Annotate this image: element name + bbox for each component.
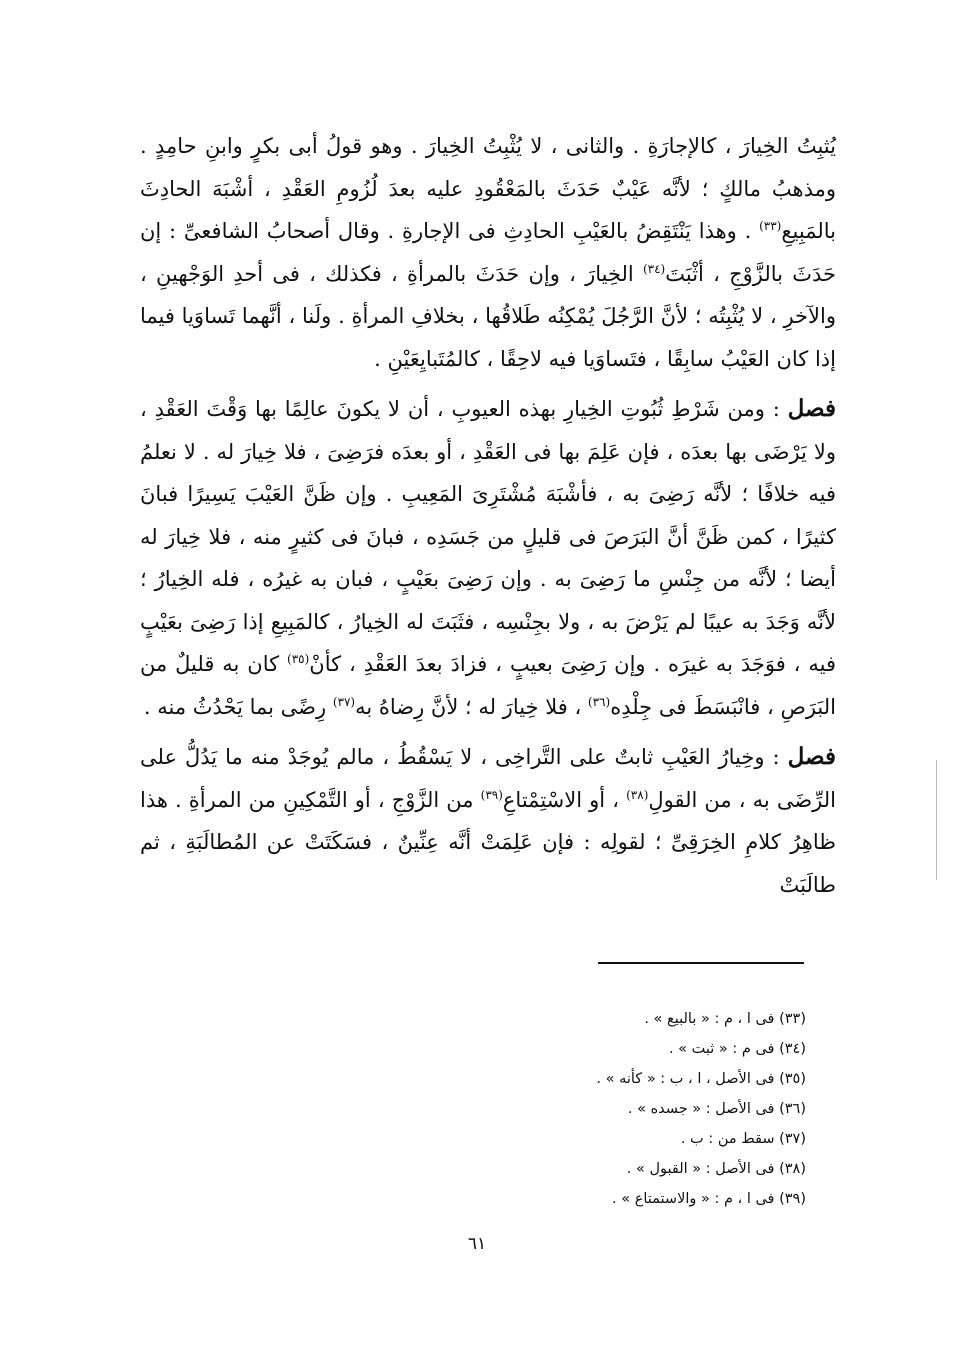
text-run: الخِيارَ ، وإن حَدَثَ بالمرأةِ ، فكذلك ، فى أحدِ الوَجْهينِ ، والآخرِ ، لا يُثْبِتُه ؛ لأنَّ الرَّجُلَ يُمْكِنُه طَلاقُها ، بخلافِ المرأةِ . ولَنا ، أنَّهما تَساوَيا فيما إذا كان العَيْبُ سابِقًا ، فتَساوَيا فيه لاحِقًا ، كالمُتَبايِعَيْنِ .	[140, 261, 836, 371]
text-run: من الزَّوْجِ ، أو التَّمْكِينِ من المرأةِ . هذا ظاهِرُ كلامِ الخِرَقِىِّ ؛ لقولِه : فإن عَلِمَتْ أنَّه عِنِّينٌ ، فسَكَتَتْ عن المُطالَبَةِ ، ثم طالَبَتْ	[140, 787, 836, 897]
page-number: ٦١	[467, 1234, 487, 1254]
footnote-separator	[598, 962, 804, 964]
footnote-ref: (٣٨)	[626, 787, 649, 802]
text-run: كان به قليلٌ من البَرَصِ ، فانْبَسَطَ فى جِلْدِه	[140, 652, 836, 719]
text-run: يُثبِتُ الخِيارَ ، كالإجارَةِ . والثانى ، لا يُثْبِتُ الخِيارَ . وهو قولُ أبى بكرٍ وابنِ حامِدٍ . ومذهبُ مالكٍ ؛ لأنَّه عَيْبٌ حَدَثَ بالمَعْقُودِ عليه بعدَ لُزُومِ العَقْدِ ، أشْبَهَ الحادِثَ بالمَبِيعِ	[140, 134, 836, 243]
paragraph-1	[140, 125, 836, 380]
footnotes-list	[386, 1004, 806, 1214]
footnote-33: (٣٣) فى ا ، م : « بالبيع » .	[644, 1011, 806, 1027]
section-heading: فصل	[787, 743, 836, 770]
text-run: ، فلا خِيارَ له ؛ لأنَّ رِضاهُ به	[355, 694, 588, 719]
text-run: : وخِيارُ العَيْبِ ثابتٌ على التَّراخِى ، لا يَسْقُطُ ، مالم يُوجَدْ منه ما يَدُلُّ على الرِّضَى به ، من القولِ	[140, 745, 836, 812]
section-heading: فصل	[787, 395, 836, 422]
text-run: : ومن شَرْطِ ثُبُوتِ الخِيارِ بهذه العيوبِ ، أن لا يكونَ عالِمًا بها وَقْتَ العَقْدِ ، ولا يَرْضَى بها بعدَه ، فإن عَلِمَ بها فى العَقْدِ ، أو بعدَه فرَضِىَ ، فلا خِيارَ له . لا نعلمُ فيه خلافًا ؛ لأنَّه رَضِىَ به ، فأشْبَهَ مُشْتَرِىَ المَعِيبِ . وإن ظَنَّ العَيْبَ يَسِيرًا فبانَ كثيرًا ، كمن ظَنَّ أنَّ البَرَصَ فى قليلٍ من جَسَدِه ، فبانَ فى كثيرٍ منه ، فلا خِيارَ له أيضا ؛ لأنَّه من جِنْسِ ما رَضِىَ به . وإن رَضِىَ بعَيْبٍ ، فبان به غيرُه ، فله الخِيارُ ؛ لأنَّه وَجَدَ به عيبًا لم يَرْضَ به ، ولا بجِنْسِه ، فثَبَتَ له الخِيارُ ، كالمَبِيعِ إذا رَضِىَ بعَيْبٍ فيه ، فوَجَدَ به غيرَه . وإن رَضِىَ بعيبٍ ، فزادَ بعدَ العَقْدِ ، كأنْ	[140, 397, 836, 676]
footnote-39: (٣٩) فى ا ، م : « والاستمتاع » .	[612, 1191, 806, 1207]
footnote-ref: (٣٦)	[587, 694, 611, 709]
footnote-35: (٣٥) فى الأصل ، ا ، ب : « كأنه » .	[596, 1071, 806, 1087]
footnote-37: (٣٧) سقط من : ب .	[680, 1131, 806, 1147]
footnote-36: (٣٦) فى الأصل : « جسده » .	[627, 1101, 806, 1117]
text-run: . وهذا يَنْتَقِضُ بالعَيْبِ الحادِثِ فى الإجارةِ . وقال أصحابُ الشافعىِّ : إن حَدَثَ بالزَّوْجِ ، أثْبَتَ	[140, 219, 836, 286]
footnote-38: (٣٨) فى الأصل : « القبول » .	[626, 1161, 806, 1177]
margin-line	[936, 760, 937, 880]
footnote-ref: (٣٥)	[287, 652, 310, 666]
footnote-ref: (٣٩)	[480, 787, 503, 802]
footnote-ref: (٣٧)	[332, 694, 356, 709]
footnote-ref: (٣٣)	[759, 219, 782, 233]
footnote-34: (٣٤) فى م : « ثبت » .	[668, 1041, 806, 1057]
text-run: ، أو الاسْتِمْتاعِ	[502, 787, 627, 812]
footnote-ref: (٣٤)	[642, 261, 666, 276]
text-run: رِضًى بما يَحْدُثُ منه .	[143, 694, 333, 719]
main-text	[140, 125, 836, 906]
paragraph-3	[140, 736, 836, 906]
paragraph-2	[140, 388, 836, 728]
